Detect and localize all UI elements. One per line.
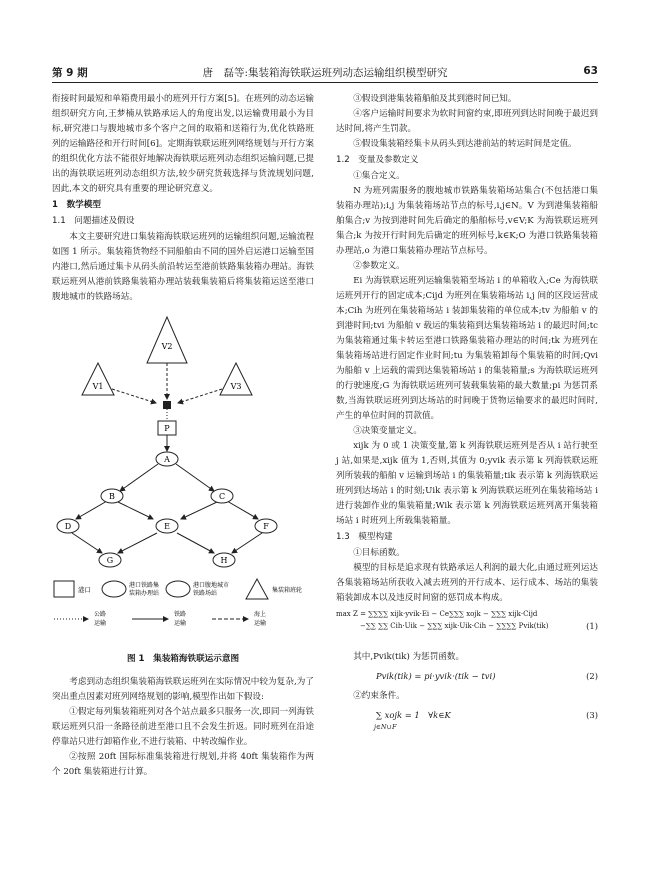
equation-2-number: (2) [586, 671, 598, 681]
params-text: Ei 为海铁联运班列运输集装箱至场站 i 的单箱收入;Ce 为海铁联运班列开行的固定成本;Cijd 为班列在集装箱场站 i,j 间的区段运营成本;Cih 为班列在集装箱场站 i 装卸集装箱的单位成本;tv 为船舶 v 的到港时间;tvi 为船舶 v 载运的集装箱到达集装箱场站 i 的最迟时间;tc 为集装箱通过集卡转运至港口铁路集装箱办理站的时间;tk 为班列在集装箱场站进行固定作业时间;tu 为集装箱卸每个集装箱的时间;Qvi 为船舶 v 上运载的需到达集装箱场站 i 的集装箱量;s 为海铁联运班列的行驶速度;G 为海铁联运班列可装载集装箱的最大数量;pi 为惩罚系数,当海铁联运班列到达场站的时间晚于货物运输要求的最迟时间时,产生的单位时间的罚款值。 [336, 276, 598, 421]
objective-text: 模型的目标是追求现有铁路承运人利润的最大化,由通过班列运达各集装箱场站所获收入减去班列的开行成本、运行成本、场站的集装箱装卸成本以及违反时间窗的惩罚成本构成。 [336, 563, 598, 603]
sets-title: ①集合定义。 [353, 171, 405, 181]
node-v1-label: V1 [92, 382, 104, 391]
legend-ship-icon [246, 579, 268, 599]
node-a-label: A [164, 455, 170, 464]
network-diagram [52, 311, 314, 571]
left-column [52, 92, 314, 780]
paragraph: 衔接时间最短和单箱费用最小的班列开行方案[5]。在班列的动态运输组织研究方向,王梦楠从铁路承运人的角度出发,以运输费用最小为目标,研究港口与腹地城市多个客户之间的取箱和送箱行为,优化铁路班列的运输路径和开行时间[6]。定期海铁联运班列网络规划与开行方案的组织优化方法不能很好地解决海铁联运班列动态组织运输问题,已提出的海铁联运班列动态组织方法,较少研究货载选择与货流规划问题,因此,本文的研究具有重要的理论研究意义。 [52, 94, 314, 194]
equation-1-line-2: −∑∑ ∑∑ Cih·Uik − ∑∑∑ xijk·Uik·Cih − ∑∑∑∑ Pvik(tik) [360, 622, 549, 630]
equation-1 [336, 608, 598, 648]
legend-city-station-icon [166, 581, 190, 597]
assumption-4: ④客户运输时间要求为软时间窗约束,即班列到达时间晚于最迟到达时间,将产生罚款。 [336, 109, 598, 134]
node-p-label: P [164, 424, 170, 433]
legend-rail-label: 铁路 [174, 611, 187, 618]
legend-port-icon [54, 581, 74, 597]
svg-text:装箱办理站: 装箱办理站 [129, 590, 160, 597]
decision-title: ③决策变量定义。 [353, 426, 422, 436]
page-number: 63 [583, 65, 598, 77]
legend-road-label: 公路 [94, 611, 107, 618]
node-v3-label: V3 [230, 382, 242, 391]
right-column [336, 92, 598, 736]
figure-legend [52, 577, 314, 643]
svg-text:运输: 运输 [174, 620, 187, 627]
legend-sea-label: 海上 [254, 611, 267, 618]
figure-caption: 图 1 集装箱海铁联运示意图 [126, 654, 240, 664]
node-c-label: C [218, 492, 226, 501]
figure-1 [52, 311, 314, 667]
decision-text: xijk 为 0 或 1 决策变量,第 k 列海铁联运班列是否从 i 站行驶至 j 站,如果是,xijk 值为 1,否则,其值为 0;yvik 表示第 k 列海铁联运班列所装载的船舶 v 运输到场站 i 的集装箱量;tik 表示第 k 列海铁联运班列到达场站 i 的时刻;Uik 表示第 k 列海铁联运班列在集装箱场站 i 进行装卸作业的集装箱量;Wik 表示第 k 列海铁联运班列离开集装箱场站 i 时班列上所载集装箱量。 [336, 441, 598, 526]
assumption-5: ⑤假设集装箱经集卡从码头到达港前站的转运时间是定值。 [353, 139, 577, 149]
equation-2 [336, 669, 598, 685]
equation-1-number: (1) [586, 621, 598, 631]
sets-text: N 为班列需服务的腹地城市铁路集装箱场站集合(不包括港口集装箱办理站);i,j 为集装箱场站节点的标号,i,j∈N。V 为到港集装箱船舶集合;v 为按到港时间先后确定的船舶标号,v∈V;K 为海铁联运班列集合;k 为按开行时间先后确定的班列标号,k∈K;O 为港口铁路集装箱办理站,o 为港口集装箱办理站节点标号。 [336, 186, 598, 256]
node-f-label: F [263, 522, 269, 531]
legend-city-station-label: 港口腹地城市 [193, 582, 230, 589]
assumption-1: ①假定每列集装箱班列对各个站点最多只服务一次,即同一列海铁联运班列只沿一条路径前进至港口且不会发生折返。同时班列在沿途停靠站只进行卸箱作业,不进行装箱、中转改编作业。 [52, 707, 314, 747]
params-title: ②参数定义。 [353, 261, 405, 271]
equation-3 [336, 708, 598, 732]
svg-text:铁路场站: 铁路场站 [193, 590, 218, 597]
equation-3-number: (3) [586, 710, 598, 720]
issue-number: 第 9 期 [52, 67, 88, 79]
node-h-label: H [220, 556, 228, 565]
node-d-label: D [64, 522, 72, 531]
node-v2-label: V2 [161, 342, 173, 351]
port-marker-icon [163, 401, 171, 409]
node-e-label: E [164, 522, 170, 531]
running-title: 唐 磊等:集装箱海铁联运班列动态运输组织模型研究 [202, 67, 448, 79]
legend-port-label: 港口 [78, 586, 91, 594]
equation-3-body: ∑ xojk = 1 ∀k∈K [376, 710, 451, 720]
section-heading: 1 数学模型 [52, 200, 101, 210]
equation-2-intro: 其中,Pvik(tik) 为惩罚函数。 [353, 652, 465, 662]
objective-title: ①目标函数。 [353, 548, 405, 558]
subsection-heading: 1.2 变量及参数定义 [336, 155, 419, 165]
svg-text:运输: 运输 [254, 620, 267, 627]
node-g-label: G [106, 556, 114, 565]
equation-3-subscript: j∈N∪F [374, 723, 397, 731]
constraints-title: ②约束条件。 [353, 691, 405, 701]
assumption-2: ②按照 20ft 国际标准集装箱进行规划,并将 40ft 集装箱作为两个 20ft 集装箱进行计算。 [52, 752, 314, 777]
equation-1-line-1: max Z = ∑∑∑∑ xijk·yvik·Ei − Ce∑∑∑ xojk − ∑∑∑ xijk·Cijd [336, 610, 538, 618]
legend-ship-label: 集装箱班轮 [272, 587, 303, 594]
paragraph: 考虑到动态组织集装箱海铁联运班列在实际情况中较为复杂,为了突出重点因素对班列网络规划的影响,模型作出如下假设: [52, 677, 314, 702]
subsection-heading: 1.1 问题描述及假设 [52, 216, 135, 226]
subsection-heading: 1.3 模型构建 [336, 532, 393, 542]
running-header [52, 62, 598, 83]
legend-rail-station-label: 港口铁路集 [129, 582, 160, 589]
node-b-label: B [109, 492, 115, 501]
legend-rail-station-icon [102, 581, 126, 597]
assumption-3: ③假设到港集装箱船舶及其到港时间已知。 [353, 94, 517, 104]
ship-v2-icon [147, 317, 187, 363]
paragraph: 本文主要研究进口集装箱海铁联运班列的运输组织问题,运输流程如图 1 所示。集装箱货物经不同船舶由不同的国外启运港口运输至国内港口,然后通过集卡从码头前沿转运至港前铁路集装箱办理站。海铁联运班列从港前铁路集装箱办理站装载集装箱后将集装箱运送至港口腹地城市的铁路场站。 [52, 232, 314, 302]
svg-text:运输: 运输 [94, 620, 107, 627]
equation-2-body: Pvik(tik) = pi·yvik·(tik − tvi) [376, 671, 496, 681]
